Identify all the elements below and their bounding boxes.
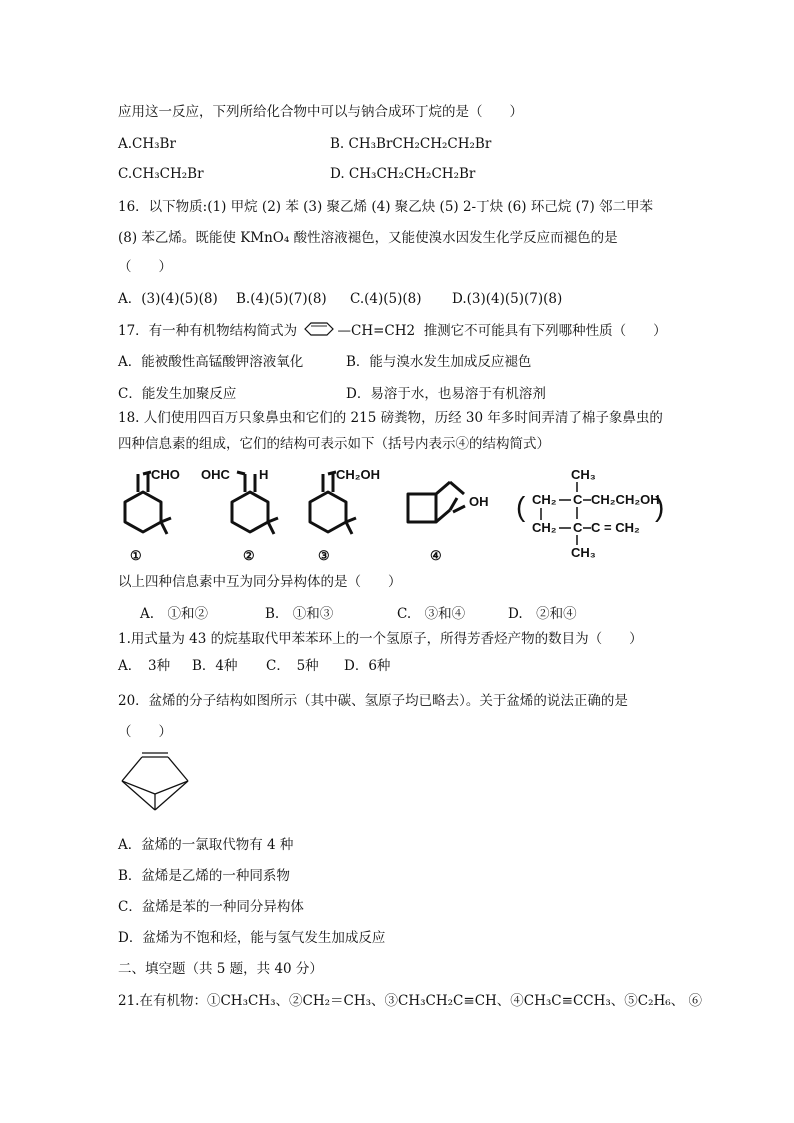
q16-line3: （ ）	[118, 259, 172, 275]
s3-group: CH₂OH	[336, 467, 381, 482]
q19-option-c: C． 5种	[266, 658, 319, 674]
q18-option-c: C. ③和④	[397, 606, 466, 622]
right-bracket: )	[655, 491, 665, 522]
q18-line1: 18. 人们使用四百万只象鼻虫和它们的 215 磅粪物，历经 30 年多时间弄清了棉子象鼻虫的	[118, 410, 663, 426]
br-row1-right: CH₂CH₂OH	[591, 492, 660, 507]
pheromone-structures-figure	[115, 460, 675, 570]
benzene-ring-icon	[301, 322, 337, 336]
q15-option-c: C.CH₃CH₂Br	[118, 166, 204, 182]
q15-option-a: A.CH₃Br	[118, 136, 176, 152]
q17-option-a: A．能被酸性高锰酸钾溶液氧化	[118, 354, 304, 370]
q15-option-b: B. CH₃BrCH₂CH₂CH₂Br	[330, 136, 492, 152]
q17-stem-post: 推测它不可能具有下列哪种性质（ ）	[423, 323, 667, 339]
q20-paren: （ ）	[118, 724, 172, 740]
q19-option-b: B．4种	[192, 658, 238, 674]
structure-label-4: ④	[430, 549, 442, 564]
br-row2-right: C = CH₂	[591, 520, 640, 535]
q17-option-d: D．易溶于水，也易溶于有机溶剂	[346, 386, 546, 402]
ring-1	[125, 492, 161, 532]
ring-2	[232, 492, 268, 532]
q19-option-a: A． 3种	[118, 658, 171, 674]
q16-line2: (8) 苯乙烯。既能使 KMnO₄ 酸性溶液褪色，又能使溴水因发生化学反应而褪色的是	[118, 230, 618, 246]
q21-stem: 21.在有机物：①CH₃CH₃、②CH₂＝CH₃、③CH₃CH₂C≡CH、④CH₃C≡CCH₃、⑤C₂H₆、 ⑥	[118, 993, 703, 1009]
q20-option-c: C．盆烯是苯的一种同分异构体	[118, 899, 304, 915]
q16-option-d: D.(3)(4)(5)(7)(8)	[452, 291, 563, 307]
q16-option-c: C.(4)(5)(8)	[350, 291, 422, 307]
q20-option-d: D．盆烯为不饱和烃，能与氢气发生加成反应	[118, 930, 386, 946]
q18-question: 以上四种信息素中互为同分异构体的是（ ）	[118, 574, 402, 590]
structure-label-3: ③	[318, 549, 330, 564]
br-c-top: C	[573, 492, 583, 507]
ring-4	[408, 494, 436, 522]
structure-label-1: ①	[130, 549, 142, 564]
q18-option-b: B. ①和③	[265, 606, 334, 622]
q19-option-d: D．6种	[344, 658, 391, 674]
q17-stem-group: —CH=CH2	[337, 323, 416, 339]
q15-stem: 应用这一反应，下列所给化合物中可以与钠合成环丁烷的是（ ）	[118, 104, 523, 120]
q19-stem: 1.用式量为 43 的烷基取代甲苯苯环上的一个氢原子，所得芳香烃产物的数目为（ ）	[118, 631, 643, 647]
benzvalene-figure	[118, 748, 198, 818]
q16-option-a: A．(3)(4)(5)(8)	[118, 291, 218, 307]
br-ch3-bottom: CH₃	[571, 545, 596, 560]
q18-option-d: D. ②和④	[508, 606, 577, 622]
s4-group: OH	[469, 494, 489, 509]
br-ch3-top: CH₃	[571, 467, 596, 482]
ring-3	[310, 492, 346, 532]
q20-option-b: B．盆烯是乙烯的一种同系物	[118, 868, 290, 884]
q18-option-a: A. ①和②	[140, 606, 209, 622]
section2-title: 二、填空题（共 5 题，共 40 分）	[118, 961, 323, 977]
q20-option-a: A．盆烯的一氯取代物有 4 种	[118, 837, 294, 853]
q20-stem: 20．盆烯的分子结构如图所示（其中碳、氢原子均已略去）。关于盆烯的说法正确的是	[118, 693, 628, 709]
q16-line1: 16．以下物质:(1) 甲烷 (2) 苯 (3) 聚乙烯 (4) 聚乙炔 (5) 2-丁炔 (6) 环己烷 (7) 邻二甲苯	[118, 199, 654, 215]
br-row2-left: CH₂	[532, 520, 557, 535]
br-row1-left: CH₂	[532, 492, 557, 507]
q15-option-d: D. CH₃CH₂CH₂CH₂Br	[330, 166, 476, 182]
s2-group-left: OHC	[201, 467, 230, 482]
s1-group: CHO	[151, 467, 180, 482]
q16-option-b: B.(4)(5)(7)(8)	[236, 291, 327, 307]
q17-stem	[118, 322, 667, 340]
q18-line2: 四种信息素的组成，它们的结构可表示如下（括号内表示④的结构简式）	[118, 436, 550, 452]
br-c-bottom: C	[573, 520, 583, 535]
left-bracket: (	[516, 491, 526, 522]
s2-group-right: H	[259, 467, 269, 482]
q17-stem-pre: 17．有一种有机物结构简式为	[118, 323, 298, 339]
structure-label-2: ②	[243, 549, 255, 564]
q17-option-b: B．能与溴水发生加成反应褪色	[346, 354, 532, 370]
q17-option-c: C．能发生加聚反应	[118, 386, 237, 402]
